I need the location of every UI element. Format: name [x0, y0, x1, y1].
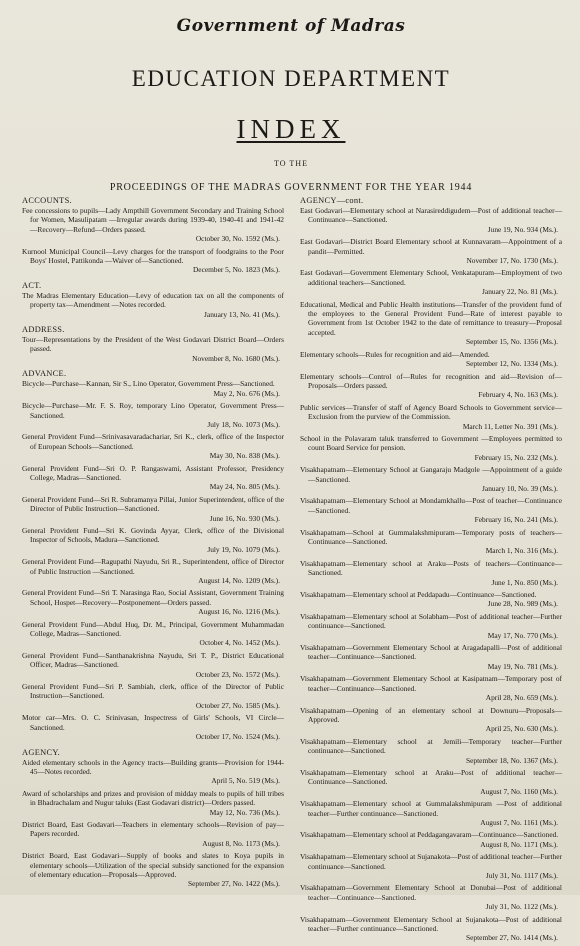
entry-text: East Godavari—District Board Elementary school at Kunnavaram—Appointment of a pandit—Permitted. — [300, 237, 562, 256]
entry-text: Visakhapatnam—Elementary school at Araku—Posts of teachers—Continuance—Sanctioned. — [300, 558, 562, 578]
entry-date: January 22, No. 81 (Ms.). — [482, 287, 558, 297]
proceedings-subtitle: PROCEEDINGS OF THE MADRAS GOVERNMENT FOR THE YEAR 1944 — [109, 182, 473, 193]
entry-date: May 24, No. 805 (Ms.). — [209, 482, 280, 492]
entry-date: May 19, No. 781 (Ms.). — [487, 661, 558, 671]
entry-text: Visakhapatnam—School at Gummalakshmipuram—Temporary posts of teachers—Continuance—Sanctioned. — [300, 527, 562, 546]
entry-text: Award of scholarships and prizes and provision of midday meals to pupils of hill tribes in Bhadrachalam and Nugur taluks (East Godavari district)—Orders passed. — [22, 788, 284, 808]
index-entry — [22, 247, 284, 275]
entry-date: June 1, No. 850 (Ms.). — [491, 577, 558, 587]
entry-date: April 25, No. 630 (Ms.). — [485, 724, 558, 734]
entry-date: November 8, No. 1680 (Ms.). — [192, 353, 280, 363]
entry-date: February 15, No. 232 (Ms.). — [474, 452, 558, 462]
index-entry — [300, 268, 562, 296]
entry-date: May 17, No. 770 (Ms.). — [487, 630, 558, 640]
index-entry — [22, 820, 284, 848]
index-entry — [22, 291, 284, 319]
index-title: INDEX — [236, 114, 346, 144]
entry-date: June 19, No. 934 (Ms.). — [487, 224, 558, 234]
entry-text: Visakhapatnam—Elementary School at Mondamkhallu—Post of teacher—Continuance—Sanctioned. — [300, 496, 562, 515]
entry-date: October 4, No. 1452 (Ms.). — [199, 638, 280, 648]
index-entry — [300, 434, 562, 462]
index-entry — [22, 335, 284, 363]
entry-date: January 13, No. 41 (Ms.). — [204, 309, 280, 319]
index-entry — [300, 465, 562, 493]
entry-date: August 7, No. 1160 (Ms.). — [480, 786, 558, 796]
index-entry — [22, 682, 284, 710]
index-entry — [300, 852, 562, 880]
index-entry — [300, 643, 562, 671]
entry-date: January 10, No. 39 (Ms.). — [482, 483, 558, 493]
entry-date: February 4, No. 163 (Ms.). — [478, 390, 558, 400]
index-entry — [22, 789, 284, 817]
section-heading: ACCOUNTS. — [22, 196, 72, 205]
entry-text: Tour—Representations by the President of the West Godavari District Board—Orders passed. — [22, 335, 284, 354]
left-column — [22, 196, 284, 946]
entry-text: Public services—Transfer of staff of Agency Board Schools to Government service—Exclusion from the purview of the Commission. — [300, 402, 562, 422]
entry-text: Visakhapatnam—Government Elementary School at Kasipatnam—Temporary post of teacher—Continuance—Sanctioned. — [300, 674, 562, 693]
entry-text: Visakhapatnam—Government Elementary School at Sujanakota—Post of additional teacher—Further continuance—Sanctioned. — [300, 914, 562, 934]
entry-text: General Provident Fund—Sri O. P. Rangaswami, Assistant Professor, Presidency College, Madras—Sanctioned. — [22, 463, 284, 482]
entry-date: March 1, No. 316 (Ms.). — [485, 546, 558, 556]
entry-date: September 18, No. 1367 (Ms.). — [466, 755, 558, 765]
entry-date: August 7, No. 1161 (Ms.). — [480, 817, 558, 827]
entry-date: August 8, No. 1171 (Ms.). — [480, 839, 558, 849]
index-entry — [300, 559, 562, 587]
entry-text: Kurnool Municipal Council—Levy charges for the transport of foodgrains to the Poor Boys' Hostel, Pattikonda —Waiver of—Sanctioned. — [22, 246, 284, 266]
index-entry — [22, 758, 284, 786]
entry-text: Visakhapatnam—Elementary school at Peddapadu—Continuance—Sanctioned. — [300, 590, 537, 600]
entry-text: Elementary schools—Control of—Rules for recognition and aid—Revision of—Proposals—Orders passed. — [300, 371, 562, 390]
index-entry — [22, 588, 284, 616]
entry-date: August 16, No. 1216 (Ms.). — [198, 607, 280, 617]
entry-text: General Provident Fund—Ragupathi Nayudu, Sri R., Superintendent, office of Director of Public Instruction —Sanctioned. — [22, 557, 284, 576]
index-entry — [300, 496, 562, 524]
index-entry — [300, 706, 562, 734]
entry-text: General Provident Fund—Sri P. Sambiah, clerk, office of the Director of Public Instruction—Sanctioned. — [22, 682, 284, 701]
entry-text: Visakhapatnam—Elementary school at Solabham—Post of additional teacher—Further continuance—Sanctioned. — [300, 611, 562, 631]
index-entry — [300, 768, 562, 796]
index-entry — [22, 379, 284, 398]
entry-text: Visakhapatnam—Government Elementary School at Aragadapalli—Post of additional teacher—Continuance—Sanctioned. — [300, 643, 562, 662]
section-heading: ADVANCE. — [22, 369, 67, 379]
entry-text: General Provident Fund—Sri R. Subramanya Pillai, Junior Superintendent, office of the Director of Public Instruction—Sanctioned. — [22, 494, 284, 514]
entry-date: February 16, No. 241 (Ms.). — [474, 515, 558, 525]
entry-text: Visakhapatnam—Elementary school at Sujanakota—Post of additional teacher—Further continuance—Sanctioned. — [300, 852, 562, 871]
entry-date: October 30, No. 1592 (Ms.). — [195, 234, 280, 244]
entry-date: September 27, No. 1422 (Ms.). — [188, 879, 280, 889]
entry-text: Visakhapatnam—Government Elementary School at Donubai—Post of additional teacher—Continuance—Sanctioned. — [300, 883, 562, 902]
entry-date: December 5, No. 1823 (Ms.). — [192, 265, 280, 275]
index-columns — [22, 196, 562, 946]
entry-date: July 18, No. 1073 (Ms.). — [207, 419, 280, 429]
entry-date: July 19, No. 1079 (Ms.). — [207, 544, 280, 554]
entry-date: May 12, No. 736 (Ms.). — [209, 807, 280, 817]
entry-date: May 30, No. 838 (Ms.). — [209, 451, 280, 461]
index-entry — [22, 526, 284, 554]
entry-text: District Board, East Godavari—Teachers in elementary schools—Revision of pay—Papers recorded. — [22, 819, 284, 839]
section-heading: AGENCY. — [22, 747, 61, 757]
entry-text: General Provident Fund—Abdul Huq, Dr. M., Principal, Government Muhammadan College, Madras—Sanctioned. — [22, 619, 284, 639]
index-entry — [300, 372, 562, 400]
entry-text: Visakhapatnam—Opening of an elementary school at Downuru—Proposals—Approved. — [300, 705, 562, 724]
entry-text: East Godavari—Elementary school at Narasireddigudem—Post of additional teacher—Continuance—Sanctioned. — [300, 206, 562, 225]
entry-date: June 28, No. 989 (Ms.). — [487, 599, 558, 609]
index-entry — [300, 237, 562, 265]
index-entry — [22, 401, 284, 429]
entry-date: March 11, Letter No. 391 (Ms.). — [462, 421, 558, 431]
entry-text: Bicycle—Purchase—Kannan, Sir S., Lino Operator, Government Press—Sanctioned. — [22, 379, 275, 389]
index-entry — [22, 464, 284, 492]
section-heading: ACT. — [22, 280, 42, 290]
entry-text: Visakhapatnam—Elementary School at Gangaraju Madgole —Appointment of a guide—Sanctioned. — [300, 465, 562, 484]
section-heading: ADDRESS. — [22, 325, 65, 335]
index-entry — [300, 799, 562, 827]
entry-date: October 17, No. 1524 (Ms.). — [195, 732, 280, 742]
entry-text: General Provident Fund—Sri T. Narasinga Rao, Social Assistant, Government Training School, Hospet—Recovery—Postponement—Orders passed. — [22, 588, 284, 607]
entry-text: Motor car—Mrs. O. C. Srinivasan, Inspectress of Girls' Schools, VI Circle—Sanctioned. — [22, 713, 284, 732]
index-entry — [300, 528, 562, 556]
entry-date: April 5, No. 519 (Ms.). — [211, 776, 280, 786]
entry-text: General Provident Fund—Srinivasavaradachariar, Sri K., clerk, office of the Inspector of European Schools—Sanctioned. — [22, 432, 284, 451]
entry-date: April 28, No. 659 (Ms.). — [485, 693, 558, 703]
entry-date: August 14, No. 1209 (Ms.). — [198, 576, 280, 585]
entry-date: September 15, No. 1356 (Ms.). — [466, 337, 558, 347]
entry-date: September 12, No. 1334 (Ms.). — [466, 359, 558, 369]
entry-date: October 23, No. 1572 (Ms.). — [195, 669, 280, 679]
index-entry — [22, 557, 284, 585]
entry-text: Visakhapatnam—Elementary school at Peddagangavaram—Continuance—Sanctioned. — [300, 830, 559, 840]
index-entry — [300, 206, 562, 234]
entry-text: Visakhapatnam—Elementary school at Jemili—Temporary teacher—Further continuance—Sanctioned. — [300, 736, 562, 756]
index-entry — [300, 883, 562, 911]
entry-date: June 16, No. 930 (Ms.). — [209, 513, 280, 523]
index-entry — [300, 350, 562, 369]
entry-text: Elementary schools—Rules for recognition and aid—Amended. — [300, 349, 490, 359]
entry-text: Educational, Medical and Public Health institutions—Transfer of the provident fund of the employees to the General Provident Fund—Rate of interest payable to Government from 1st October 1942 to the date of remittance to treasury—Proposal accepted. — [300, 299, 562, 337]
entry-text: District Board, East Godavari—Supply of books and slates to Koya pupils in elementary schools—Utilization of the special subsidy sanctioned for the expansion of elementary education—Proposals—Approved. — [22, 851, 284, 879]
entry-date: September 27, No. 1414 (Ms.). — [466, 933, 558, 943]
entry-text: General Provident Fund—Santhanakrishna Nayudu, Sri T. P., District Educational Officer, Madras—Sanctioned. — [22, 650, 284, 670]
entry-text: General Provident Fund—Sri K. Govinda Ayyar, Clerk, office of the Divisional Inspector of Schools, Madura—Sanctioned. — [22, 525, 284, 545]
entry-date: October 27, No. 1585 (Ms.). — [195, 700, 280, 710]
entry-date: November 17, No. 1730 (Ms.). — [466, 256, 558, 266]
index-entry — [22, 851, 284, 889]
entry-text: Visakhapatnam—Elementary school at Araku—Post of additional teacher—Continuance—Sanctioned. — [300, 767, 562, 787]
entry-date: July 31, No. 1117 (Ms.). — [485, 871, 558, 880]
entry-date: July 31, No. 1122 (Ms.). — [485, 902, 558, 912]
to-the-line: TO THE — [274, 159, 308, 168]
entry-text: Visakhapatnam—Elementary school at Gummalakshmipuram —Post of additional teacher—Further continuance—Sanctioned. — [300, 799, 562, 818]
entry-date: August 8, No. 1173 (Ms.). — [202, 838, 280, 848]
index-entry — [22, 620, 284, 648]
entry-date: May 2, No. 676 (Ms.). — [213, 388, 280, 398]
index-entry — [300, 590, 562, 609]
index-entry — [300, 612, 562, 640]
index-entry — [300, 403, 562, 431]
index-entry — [22, 432, 284, 460]
index-entry — [22, 495, 284, 523]
department-title: EDUCATION DEPARTMENT — [131, 66, 451, 91]
entry-text: Bicycle—Purchase—Mr. F. S. Roy, temporary Lino Operator, Government Press—Sanctioned. — [22, 401, 284, 420]
index-entry — [300, 915, 562, 943]
government-title: Government of Madras — [176, 16, 406, 36]
index-entry — [300, 674, 562, 702]
index-entry — [300, 737, 562, 765]
index-entry — [22, 206, 284, 244]
entry-text: Fee concessions to pupils—Lady Ampthill Government Secondary and Training School for Women, Masulipatam —Irregular awards during 1939-40, 1940-41 and 1941-42 —Recovery—Refund—Orders passed. — [22, 206, 284, 234]
index-entry — [22, 651, 284, 679]
entry-text: Aided elementary schools in the Agency tracts—Building grants—Provision for 1944-45—Notes recorded. — [22, 757, 284, 776]
index-entry — [300, 300, 562, 347]
index-entry — [300, 830, 562, 849]
right-column — [300, 196, 562, 946]
section-heading: AGENCY—cont. — [300, 196, 364, 205]
entry-text: East Godavari—Government Elementary School, Venkatapuram—Employment of two additional teachers—Sanctioned. — [300, 268, 562, 287]
index-entry — [22, 713, 284, 741]
entry-text: School in the Polavaram taluk transferred to Government —Employees permitted to count Board Service for pension. — [300, 433, 562, 453]
entry-text: The Madras Elementary Education—Levy of education tax on all the components of property tax—Amendment —Notes recorded. — [22, 290, 284, 310]
